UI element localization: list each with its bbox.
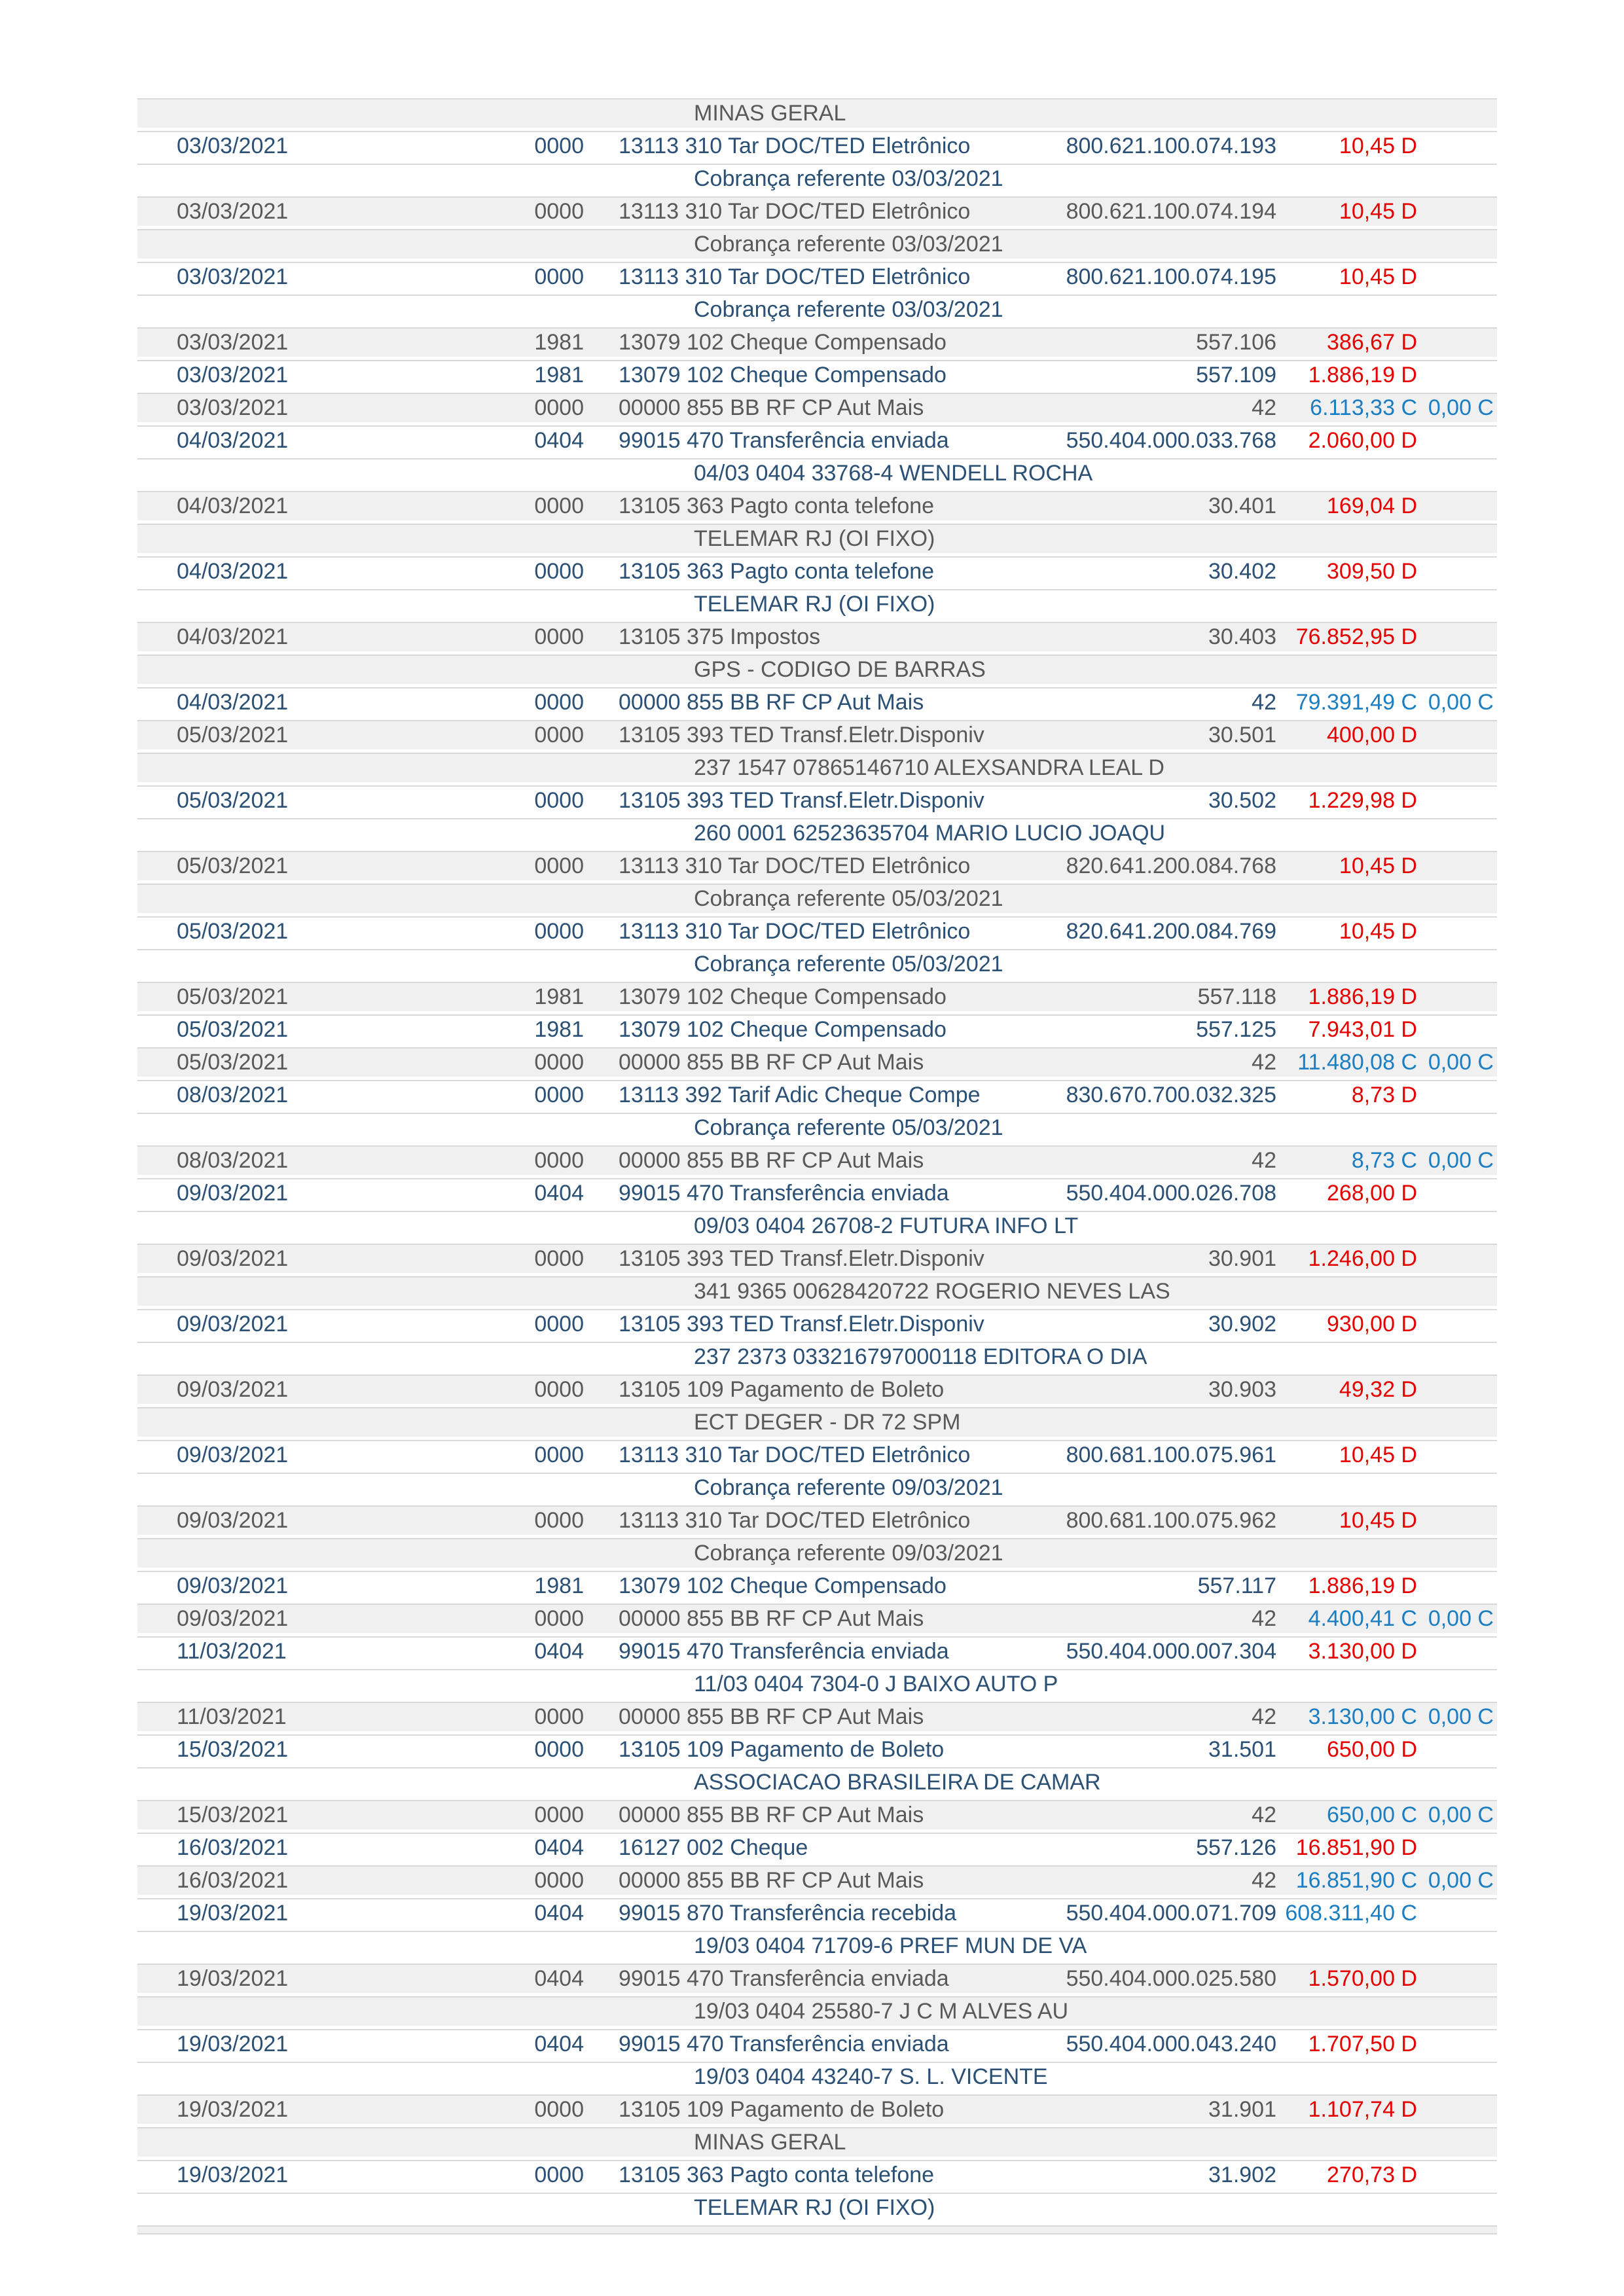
table-row xyxy=(137,1604,1497,1633)
agency-cell: 0404 xyxy=(534,1835,584,1860)
balance-cell: 0,00 C xyxy=(1428,1704,1494,1729)
complement-row xyxy=(137,1276,1497,1306)
table-row xyxy=(137,1505,1497,1535)
complement-row xyxy=(137,1407,1497,1437)
complement-cell: Cobrança referente 03/03/2021 xyxy=(694,297,1003,322)
document-cell: 30.501 xyxy=(1208,723,1276,747)
complement-row xyxy=(137,1931,1497,1960)
complement-cell: TELEMAR RJ (OI FIXO) xyxy=(694,592,935,617)
date-cell: 11/03/2021 xyxy=(177,1639,287,1664)
amount-cell: 8,73 D xyxy=(1351,1083,1417,1107)
balance-cell: 0,00 C xyxy=(1428,1803,1494,1827)
document-cell: 550.404.000.025.580 xyxy=(1066,1966,1276,1991)
description-cell: 13113 310 Tar DOC/TED Eletrônico xyxy=(619,134,971,158)
agency-cell: 0404 xyxy=(534,428,584,453)
description-cell: 13113 310 Tar DOC/TED Eletrônico xyxy=(619,1443,971,1467)
date-cell: 16/03/2021 xyxy=(177,1835,289,1860)
description-cell: 13079 102 Cheque Compensado xyxy=(619,363,947,387)
document-cell: 30.901 xyxy=(1208,1246,1276,1271)
table-row xyxy=(137,1374,1497,1404)
complement-cell: 341 9365 00628420722 ROGERIO NEVES LAS xyxy=(694,1279,1170,1304)
agency-cell: 0000 xyxy=(534,690,584,715)
description-cell: 13113 310 Tar DOC/TED Eletrônico xyxy=(619,853,971,878)
table-row xyxy=(137,1014,1497,1044)
agency-cell: 0000 xyxy=(534,134,584,158)
amount-cell: 4.400,41 C xyxy=(1308,1606,1417,1631)
agency-cell: 0000 xyxy=(534,395,584,420)
document-cell: 550.404.000.033.768 xyxy=(1066,428,1276,453)
date-cell: 09/03/2021 xyxy=(177,1443,289,1467)
agency-cell: 1981 xyxy=(534,330,584,355)
document-cell: 42 xyxy=(1252,1050,1276,1075)
amount-cell: 76.852,95 D xyxy=(1295,624,1417,649)
agency-cell: 0000 xyxy=(534,1508,584,1533)
complement-row xyxy=(137,1211,1497,1240)
agency-cell: 0000 xyxy=(534,853,584,878)
table-row xyxy=(137,982,1497,1011)
complement-cell: Cobrança referente 09/03/2021 xyxy=(694,1475,1003,1500)
amount-cell: 400,00 D xyxy=(1327,723,1417,747)
table-row xyxy=(137,1571,1497,1600)
agency-cell: 0404 xyxy=(534,1181,584,1206)
description-cell: 13105 109 Pagamento de Boleto xyxy=(619,1377,945,1402)
document-cell: 30.401 xyxy=(1208,493,1276,518)
table-row xyxy=(137,2094,1497,2124)
agency-cell: 0000 xyxy=(534,1704,584,1729)
date-cell: 03/03/2021 xyxy=(177,395,289,420)
agency-cell: 0000 xyxy=(534,559,584,584)
complement-cell: 11/03 0404 7304-0 J BAIXO AUTO P xyxy=(694,1672,1058,1696)
amount-cell: 1.886,19 D xyxy=(1308,984,1417,1009)
complement-row xyxy=(137,458,1497,488)
date-cell: 09/03/2021 xyxy=(177,1606,289,1631)
description-cell: 13105 393 TED Transf.Eletr.Disponiv xyxy=(619,723,984,747)
table-row xyxy=(137,1440,1497,1469)
description-cell: 13105 393 TED Transf.Eletr.Disponiv xyxy=(619,788,984,813)
complement-cell: TELEMAR RJ (OI FIXO) xyxy=(694,2195,935,2220)
table-row xyxy=(137,1145,1497,1175)
empty-row xyxy=(137,2225,1497,2234)
agency-cell: 0000 xyxy=(534,1443,584,1467)
date-cell: 03/03/2021 xyxy=(177,330,289,355)
table-row xyxy=(137,1898,1497,1928)
agency-cell: 0000 xyxy=(534,1148,584,1173)
document-cell: 550.404.000.026.708 xyxy=(1066,1181,1276,1206)
complement-row xyxy=(137,524,1497,553)
complement-row xyxy=(137,1767,1497,1797)
document-cell: 557.117 xyxy=(1197,1573,1276,1598)
description-cell: 13105 393 TED Transf.Eletr.Disponiv xyxy=(619,1246,984,1271)
amount-cell: 10,45 D xyxy=(1339,1508,1417,1533)
description-cell: 13105 363 Pagto conta telefone xyxy=(619,2162,935,2187)
description-cell: 00000 855 BB RF CP Aut Mais xyxy=(619,1868,924,1893)
complement-row xyxy=(137,2127,1497,2157)
date-cell: 09/03/2021 xyxy=(177,1573,289,1598)
date-cell: 04/03/2021 xyxy=(177,624,289,649)
description-cell: 13105 109 Pagamento de Boleto xyxy=(619,2097,945,2122)
date-cell: 09/03/2021 xyxy=(177,1181,289,1206)
complement-cell: Cobrança referente 05/03/2021 xyxy=(694,1115,1003,1140)
amount-cell: 10,45 D xyxy=(1339,264,1417,289)
table-row xyxy=(137,1734,1497,1764)
amount-cell: 16.851,90 D xyxy=(1295,1835,1417,1860)
agency-cell: 0000 xyxy=(534,1868,584,1893)
agency-cell: 0000 xyxy=(534,1803,584,1827)
agency-cell: 1981 xyxy=(534,984,584,1009)
description-cell: 99015 470 Transferência enviada xyxy=(619,1966,949,1991)
complement-row xyxy=(137,2062,1497,2091)
amount-cell: 650,00 C xyxy=(1327,1803,1417,1827)
table-row xyxy=(137,327,1497,357)
complement-row xyxy=(137,1342,1497,1371)
document-cell: 820.641.200.084.769 xyxy=(1066,919,1276,944)
complement-cell: ASSOCIACAO BRASILEIRA DE CAMAR xyxy=(694,1770,1101,1795)
complement-cell: 19/03 0404 71709-6 PREF MUN DE VA xyxy=(694,1933,1087,1958)
description-cell: 13105 393 TED Transf.Eletr.Disponiv xyxy=(619,1312,984,1336)
amount-cell: 169,04 D xyxy=(1327,493,1417,518)
document-cell: 42 xyxy=(1252,1606,1276,1631)
description-cell: 00000 855 BB RF CP Aut Mais xyxy=(619,395,924,420)
document-cell: 820.641.200.084.768 xyxy=(1066,853,1276,878)
agency-cell: 0000 xyxy=(534,1312,584,1336)
complement-row xyxy=(137,295,1497,324)
balance-cell: 0,00 C xyxy=(1428,1148,1494,1173)
document-cell: 800.681.100.075.962 xyxy=(1066,1508,1276,1533)
document-cell: 557.126 xyxy=(1196,1835,1276,1860)
table-row xyxy=(137,1833,1497,1862)
table-row xyxy=(137,687,1497,717)
complement-cell: 09/03 0404 26708-2 FUTURA INFO LT xyxy=(694,1213,1079,1238)
amount-cell: 79.391,49 C xyxy=(1295,690,1417,715)
date-cell: 09/03/2021 xyxy=(177,1508,289,1533)
date-cell: 19/03/2021 xyxy=(177,2097,289,2122)
date-cell: 05/03/2021 xyxy=(177,984,289,1009)
document-cell: 42 xyxy=(1252,690,1276,715)
complement-cell: 19/03 0404 43240-7 S. L. VICENTE xyxy=(694,2064,1048,2089)
document-cell: 550.404.000.007.304 xyxy=(1066,1639,1276,1664)
date-cell: 15/03/2021 xyxy=(177,1803,289,1827)
date-cell: 08/03/2021 xyxy=(177,1148,289,1173)
table-row xyxy=(137,1800,1497,1829)
complement-cell: Cobrança referente 05/03/2021 xyxy=(694,886,1003,911)
description-cell: 00000 855 BB RF CP Aut Mais xyxy=(619,1050,924,1075)
date-cell: 11/03/2021 xyxy=(177,1704,287,1729)
complement-row xyxy=(137,655,1497,684)
amount-cell: 10,45 D xyxy=(1339,853,1417,878)
document-cell: 31.901 xyxy=(1208,2097,1276,2122)
table-row xyxy=(137,196,1497,226)
amount-cell: 2.060,00 D xyxy=(1308,428,1417,453)
agency-cell: 0000 xyxy=(534,919,584,944)
date-cell: 03/03/2021 xyxy=(177,363,289,387)
document-cell: 550.404.000.071.709 xyxy=(1066,1901,1276,1926)
date-cell: 05/03/2021 xyxy=(177,723,289,747)
table-row xyxy=(137,785,1497,815)
amount-cell: 3.130,00 D xyxy=(1308,1639,1417,1664)
table-row xyxy=(137,1309,1497,1338)
agency-cell: 0000 xyxy=(534,2162,584,2187)
amount-cell: 49,32 D xyxy=(1339,1377,1417,1402)
agency-cell: 0000 xyxy=(534,493,584,518)
balance-cell: 0,00 C xyxy=(1428,1050,1494,1075)
description-cell: 13105 363 Pagto conta telefone xyxy=(619,559,935,584)
amount-cell: 16.851,90 C xyxy=(1295,1868,1417,1893)
table-row xyxy=(137,1865,1497,1895)
balance-cell: 0,00 C xyxy=(1428,690,1494,715)
amount-cell: 1.886,19 D xyxy=(1308,363,1417,387)
document-cell: 800.621.100.074.193 xyxy=(1066,134,1276,158)
date-cell: 08/03/2021 xyxy=(177,1083,289,1107)
bank-statement-table xyxy=(137,98,1497,2234)
amount-cell: 1.246,00 D xyxy=(1308,1246,1417,1271)
date-cell: 05/03/2021 xyxy=(177,919,289,944)
amount-cell: 268,00 D xyxy=(1327,1181,1417,1206)
complement-row xyxy=(137,818,1497,848)
table-row xyxy=(137,491,1497,520)
table-row xyxy=(137,1964,1497,1993)
amount-cell: 386,67 D xyxy=(1327,330,1417,355)
document-cell: 30.903 xyxy=(1208,1377,1276,1402)
agency-cell: 0000 xyxy=(534,1050,584,1075)
agency-cell: 1981 xyxy=(534,1573,584,1598)
date-cell: 04/03/2021 xyxy=(177,690,289,715)
agency-cell: 0000 xyxy=(534,2097,584,2122)
document-cell: 31.501 xyxy=(1208,1737,1276,1762)
table-row xyxy=(137,1080,1497,1109)
description-cell: 00000 855 BB RF CP Aut Mais xyxy=(619,1803,924,1827)
description-cell: 00000 855 BB RF CP Aut Mais xyxy=(619,1704,924,1729)
complement-cell: Cobrança referente 05/03/2021 xyxy=(694,952,1003,977)
amount-cell: 1.570,00 D xyxy=(1308,1966,1417,1991)
description-cell: 13113 310 Tar DOC/TED Eletrônico xyxy=(619,1508,971,1533)
agency-cell: 0000 xyxy=(534,199,584,224)
amount-cell: 608.311,40 C xyxy=(1285,1901,1417,1926)
table-row xyxy=(137,1702,1497,1731)
agency-cell: 0404 xyxy=(534,1901,584,1926)
table-row xyxy=(137,851,1497,880)
amount-cell: 270,73 D xyxy=(1327,2162,1417,2187)
amount-cell: 10,45 D xyxy=(1339,199,1417,224)
document-cell: 800.621.100.074.195 xyxy=(1066,264,1276,289)
table-row xyxy=(137,2160,1497,2189)
date-cell: 03/03/2021 xyxy=(177,199,289,224)
table-row xyxy=(137,393,1497,422)
description-cell: 00000 855 BB RF CP Aut Mais xyxy=(619,690,924,715)
description-cell: 13113 310 Tar DOC/TED Eletrônico xyxy=(619,264,971,289)
agency-cell: 1981 xyxy=(534,363,584,387)
description-cell: 13079 102 Cheque Compensado xyxy=(619,1017,947,1042)
amount-cell: 930,00 D xyxy=(1327,1312,1417,1336)
complement-cell: TELEMAR RJ (OI FIXO) xyxy=(694,526,935,551)
document-cell: 42 xyxy=(1252,395,1276,420)
table-row xyxy=(137,360,1497,389)
table-row xyxy=(137,131,1497,160)
date-cell: 19/03/2021 xyxy=(177,2032,289,2056)
description-cell: 99015 470 Transferência enviada xyxy=(619,2032,949,2056)
table-row xyxy=(137,1636,1497,1666)
table-row xyxy=(137,556,1497,586)
agency-cell: 0404 xyxy=(534,2032,584,2056)
complement-cell: 237 1547 07865146710 ALEXSANDRA LEAL D xyxy=(694,755,1164,780)
table-row xyxy=(137,622,1497,651)
table-row xyxy=(137,2029,1497,2058)
date-cell: 05/03/2021 xyxy=(177,1017,289,1042)
complement-row xyxy=(137,1113,1497,1142)
amount-cell: 309,50 D xyxy=(1327,559,1417,584)
amount-cell: 10,45 D xyxy=(1339,134,1417,158)
description-cell: 13113 310 Tar DOC/TED Eletrônico xyxy=(619,199,971,224)
complement-row xyxy=(137,753,1497,782)
agency-cell: 0000 xyxy=(534,264,584,289)
date-cell: 15/03/2021 xyxy=(177,1737,289,1762)
table-row xyxy=(137,262,1497,291)
amount-cell: 1.229,98 D xyxy=(1308,788,1417,813)
document-cell: 42 xyxy=(1252,1148,1276,1173)
complement-cell: 04/03 0404 33768-4 WENDELL ROCHA xyxy=(694,461,1093,486)
amount-cell: 7.943,01 D xyxy=(1308,1017,1417,1042)
agency-cell: 0000 xyxy=(534,1737,584,1762)
document-cell: 557.125 xyxy=(1196,1017,1276,1042)
document-cell: 550.404.000.043.240 xyxy=(1066,2032,1276,2056)
complement-row xyxy=(137,884,1497,913)
description-cell: 16127 002 Cheque xyxy=(619,1835,808,1860)
amount-cell: 1.107,74 D xyxy=(1308,2097,1417,2122)
complement-cell: 260 0001 62523635704 MARIO LUCIO JOAQU xyxy=(694,821,1166,846)
agency-cell: 1981 xyxy=(534,1017,584,1042)
date-cell: 19/03/2021 xyxy=(177,1966,289,1991)
document-cell: 557.118 xyxy=(1197,984,1276,1009)
date-cell: 09/03/2021 xyxy=(177,1377,289,1402)
complement-row xyxy=(137,1996,1497,2026)
description-cell: 99015 470 Transferência enviada xyxy=(619,1639,949,1664)
description-cell: 99015 470 Transferência enviada xyxy=(619,1181,949,1206)
agency-cell: 0000 xyxy=(534,788,584,813)
document-cell: 557.106 xyxy=(1196,330,1276,355)
description-cell: 13079 102 Cheque Compensado xyxy=(619,330,947,355)
document-cell: 30.902 xyxy=(1208,1312,1276,1336)
description-cell: 13079 102 Cheque Compensado xyxy=(619,1573,947,1598)
complement-cell: Cobrança referente 03/03/2021 xyxy=(694,232,1003,257)
document-cell: 31.902 xyxy=(1208,2162,1276,2187)
agency-cell: 0404 xyxy=(534,1639,584,1664)
amount-cell: 650,00 D xyxy=(1327,1737,1417,1762)
date-cell: 19/03/2021 xyxy=(177,1901,289,1926)
amount-cell: 10,45 D xyxy=(1339,1443,1417,1467)
date-cell: 04/03/2021 xyxy=(177,559,289,584)
complement-cell: MINAS GERAL xyxy=(694,101,846,126)
document-cell: 30.403 xyxy=(1208,624,1276,649)
table-row xyxy=(137,1244,1497,1273)
amount-cell: 10,45 D xyxy=(1339,919,1417,944)
description-cell: 13105 109 Pagamento de Boleto xyxy=(619,1737,945,1762)
document-cell: 557.109 xyxy=(1196,363,1276,387)
amount-cell: 6.113,33 C xyxy=(1310,395,1417,420)
agency-cell: 0000 xyxy=(534,1606,584,1631)
agency-cell: 0000 xyxy=(534,1377,584,1402)
complement-row xyxy=(137,949,1497,978)
complement-cell: MINAS GERAL xyxy=(694,2130,846,2155)
date-cell: 05/03/2021 xyxy=(177,788,289,813)
complement-cell: 19/03 0404 25580-7 J C M ALVES AU xyxy=(694,1999,1069,2024)
complement-cell: ECT DEGER - DR 72 SPM xyxy=(694,1410,961,1435)
description-cell: 00000 855 BB RF CP Aut Mais xyxy=(619,1148,924,1173)
agency-cell: 0000 xyxy=(534,1246,584,1271)
agency-cell: 0000 xyxy=(534,723,584,747)
date-cell: 04/03/2021 xyxy=(177,493,289,518)
balance-cell: 0,00 C xyxy=(1428,1868,1494,1893)
agency-cell: 0404 xyxy=(534,1966,584,1991)
complement-cell: GPS - CODIGO DE BARRAS xyxy=(694,657,986,682)
table-row xyxy=(137,916,1497,946)
table-row xyxy=(137,1178,1497,1208)
date-cell: 19/03/2021 xyxy=(177,2162,289,2187)
balance-cell: 0,00 C xyxy=(1428,395,1494,420)
document-cell: 800.681.100.075.961 xyxy=(1066,1443,1276,1467)
description-cell: 13105 375 Impostos xyxy=(619,624,821,649)
table-row xyxy=(137,720,1497,749)
complement-row xyxy=(137,1669,1497,1698)
complement-row xyxy=(137,98,1497,128)
complement-row xyxy=(137,1473,1497,1502)
date-cell: 04/03/2021 xyxy=(177,428,289,453)
description-cell: 13105 363 Pagto conta telefone xyxy=(619,493,935,518)
description-cell: 13113 310 Tar DOC/TED Eletrônico xyxy=(619,919,971,944)
amount-cell: 3.130,00 C xyxy=(1308,1704,1417,1729)
amount-cell: 1.886,19 D xyxy=(1308,1573,1417,1598)
description-cell: 99015 470 Transferência enviada xyxy=(619,428,949,453)
agency-cell: 0000 xyxy=(534,624,584,649)
table-row xyxy=(137,1047,1497,1077)
document-cell: 42 xyxy=(1252,1803,1276,1827)
description-cell: 99015 870 Transferência recebida xyxy=(619,1901,957,1926)
complement-cell: Cobrança referente 03/03/2021 xyxy=(694,166,1003,191)
document-cell: 800.621.100.074.194 xyxy=(1066,199,1276,224)
date-cell: 03/03/2021 xyxy=(177,134,289,158)
date-cell: 03/03/2021 xyxy=(177,264,289,289)
agency-cell: 0000 xyxy=(534,1083,584,1107)
date-cell: 09/03/2021 xyxy=(177,1312,289,1336)
document-cell: 830.670.700.032.325 xyxy=(1066,1083,1276,1107)
date-cell: 16/03/2021 xyxy=(177,1868,289,1893)
complement-row xyxy=(137,229,1497,259)
document-cell: 42 xyxy=(1252,1868,1276,1893)
table-row xyxy=(137,425,1497,455)
description-cell: 13079 102 Cheque Compensado xyxy=(619,984,947,1009)
complement-cell: 237 2373 033216797000118 EDITORA O DIA xyxy=(694,1344,1147,1369)
complement-row xyxy=(137,164,1497,193)
date-cell: 05/03/2021 xyxy=(177,853,289,878)
amount-cell: 8,73 C xyxy=(1351,1148,1417,1173)
document-cell: 30.402 xyxy=(1208,559,1276,584)
description-cell: 13113 392 Tarif Adic Cheque Compe xyxy=(619,1083,981,1107)
description-cell: 00000 855 BB RF CP Aut Mais xyxy=(619,1606,924,1631)
amount-cell: 11.480,08 C xyxy=(1297,1050,1417,1075)
complement-row xyxy=(137,589,1497,619)
date-cell: 09/03/2021 xyxy=(177,1246,289,1271)
complement-row xyxy=(137,2193,1497,2222)
complement-cell: Cobrança referente 09/03/2021 xyxy=(694,1541,1003,1566)
amount-cell: 1.707,50 D xyxy=(1308,2032,1417,2056)
document-cell: 30.502 xyxy=(1208,788,1276,813)
date-cell: 05/03/2021 xyxy=(177,1050,289,1075)
complement-row xyxy=(137,1538,1497,1568)
document-cell: 42 xyxy=(1252,1704,1276,1729)
balance-cell: 0,00 C xyxy=(1428,1606,1494,1631)
